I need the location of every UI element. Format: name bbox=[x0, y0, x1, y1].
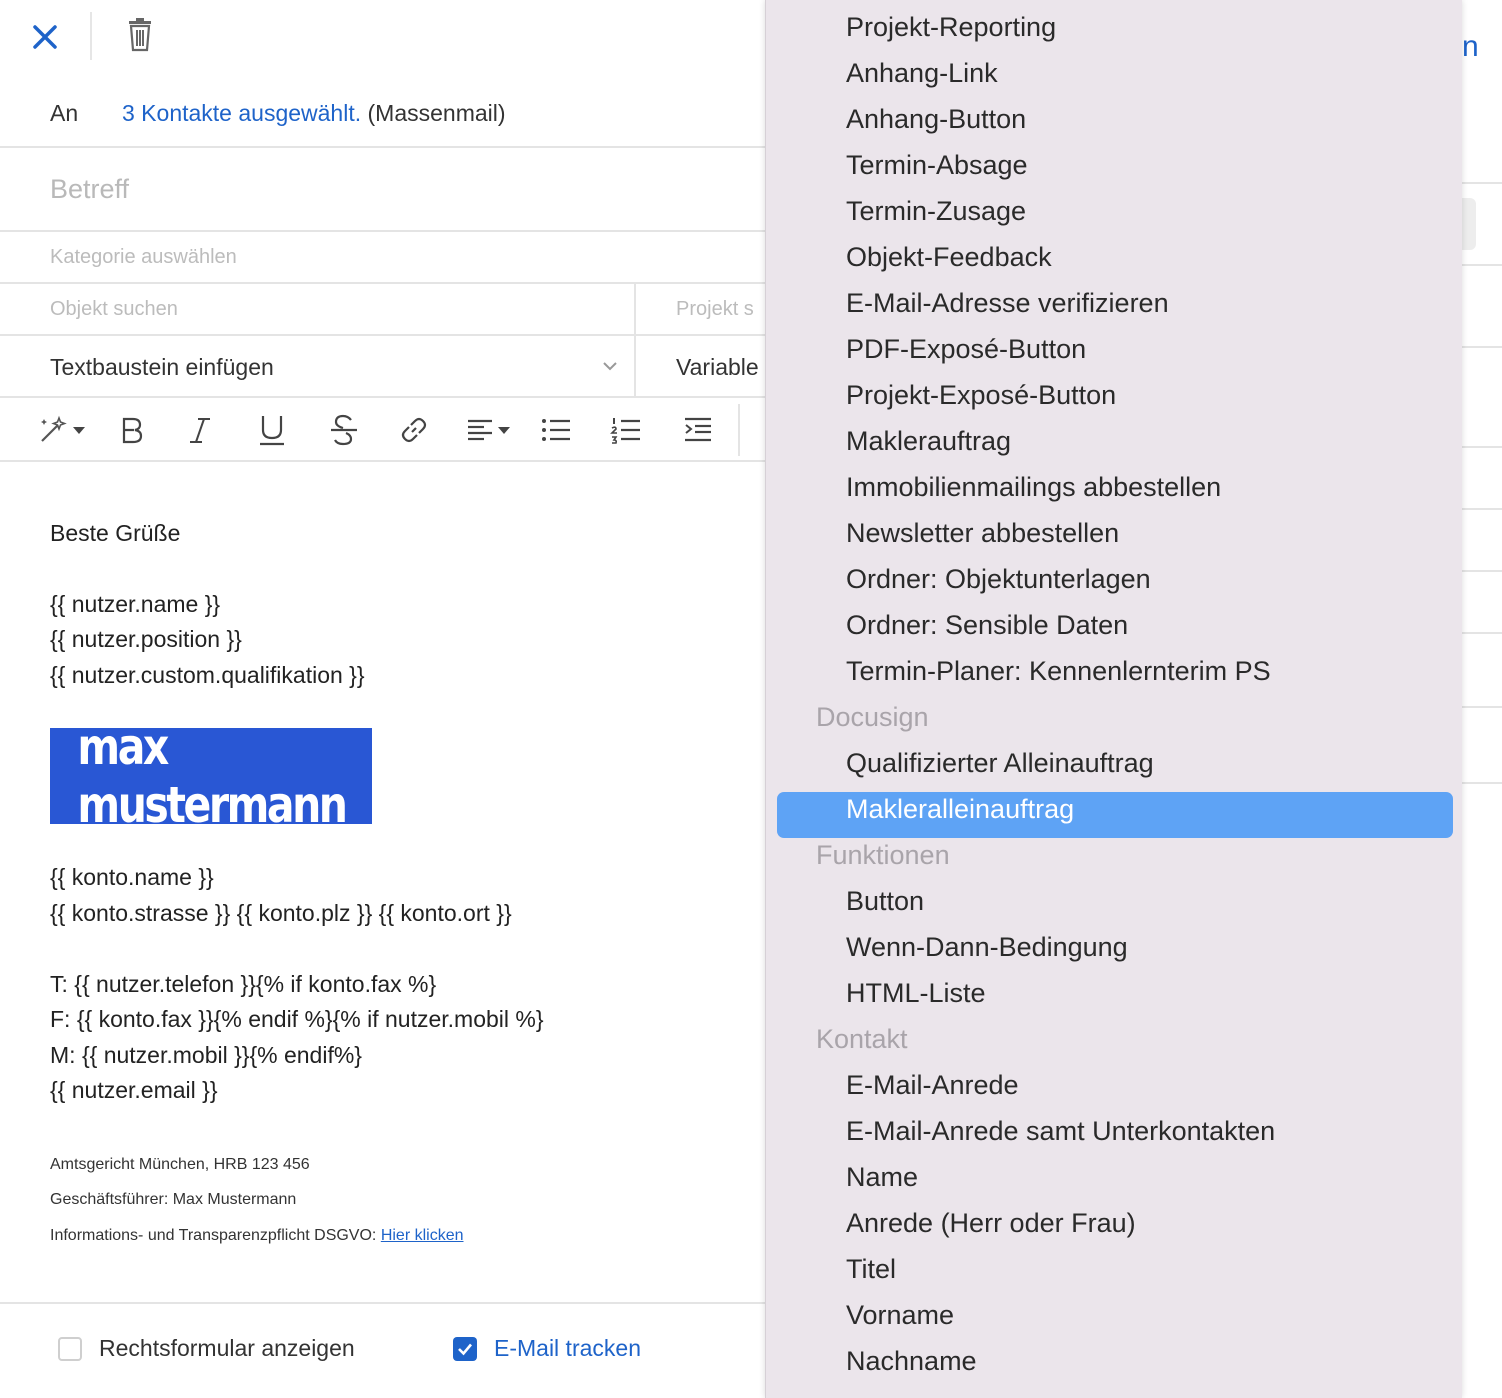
logo-text: max mustermann bbox=[76, 718, 346, 834]
menu-item-termin-absage[interactable]: Termin-Absage bbox=[846, 150, 1028, 180]
menu-item-newsletter-abbestellen[interactable]: Newsletter abbestellen bbox=[846, 518, 1120, 548]
background-text-fragment: n bbox=[1462, 30, 1479, 63]
subject-field[interactable] bbox=[0, 150, 765, 232]
close-button[interactable] bbox=[26, 18, 64, 56]
toolbar-divider bbox=[90, 12, 92, 60]
background-control bbox=[1462, 198, 1476, 250]
dsgvo-line bbox=[50, 1227, 464, 1245]
menu-item-anrede-herr-oder-frau[interactable]: Anrede (Herr oder Frau) bbox=[846, 1208, 1136, 1238]
background-panel bbox=[1462, 0, 1502, 1398]
bold-icon bbox=[120, 415, 144, 445]
menu-item-button[interactable]: Button bbox=[846, 886, 925, 916]
indent-button[interactable] bbox=[680, 410, 716, 450]
track-email-checkbox[interactable] bbox=[453, 1337, 477, 1361]
object-search-input[interactable]: Objekt suchen bbox=[50, 298, 178, 320]
underline-icon bbox=[258, 414, 286, 446]
menu-item-html-liste[interactable]: HTML-Liste bbox=[846, 978, 986, 1008]
company-logo bbox=[50, 718, 372, 834]
numbered-list-button[interactable] bbox=[608, 410, 644, 450]
snippet-select[interactable]: Textbaustein einfügen bbox=[50, 354, 274, 380]
legal-form-checkbox[interactable] bbox=[58, 1337, 82, 1361]
menu-item-nachname[interactable]: Nachname bbox=[846, 1346, 977, 1376]
track-email-label[interactable]: E-Mail tracken bbox=[494, 1335, 641, 1361]
legal-line: Amtsgericht München, HRB 123 456 bbox=[50, 1156, 310, 1173]
bold-button[interactable] bbox=[114, 410, 150, 450]
indent-icon bbox=[683, 415, 713, 445]
underline-button[interactable] bbox=[254, 410, 290, 450]
menu-section-docusign: Docusign bbox=[816, 702, 929, 732]
body-line: T: {{ nutzer.telefon }}{% if konto.fax %} bbox=[50, 971, 437, 997]
dsgvo-text: Informations- und Transparenzpflicht DSGVO: bbox=[50, 1227, 381, 1244]
project-search-input[interactable]: Projekt s bbox=[676, 298, 754, 320]
strikethrough-button[interactable] bbox=[326, 410, 362, 450]
menu-item-ordner-sensible-daten[interactable]: Ordner: Sensible Daten bbox=[846, 610, 1129, 640]
menu-section-funktionen: Funktionen bbox=[816, 840, 950, 870]
dsgvo-link[interactable]: Hier klicken bbox=[380, 1227, 464, 1244]
divider bbox=[1462, 346, 1502, 348]
object-project-row bbox=[0, 284, 765, 336]
align-button[interactable] bbox=[464, 410, 514, 450]
chevron-down-icon[interactable] bbox=[600, 358, 620, 374]
divider bbox=[1462, 570, 1502, 572]
menu-item-anhang-link[interactable]: Anhang-Link bbox=[846, 58, 998, 88]
divider bbox=[1462, 782, 1502, 784]
close-icon bbox=[26, 18, 64, 56]
field-divider bbox=[634, 336, 636, 398]
toolbar-divider bbox=[738, 404, 740, 456]
category-select[interactable] bbox=[0, 232, 765, 284]
legal-form-label[interactable]: Rechtsformular anzeigen bbox=[99, 1335, 355, 1361]
body-line: {{ nutzer.name }} bbox=[50, 591, 221, 617]
menu-item-anhang-button[interactable]: Anhang-Button bbox=[846, 104, 1027, 134]
selected-contacts-link[interactable]: 3 Kontakte ausgewählt. bbox=[122, 100, 362, 126]
checkmark-icon bbox=[456, 1340, 474, 1358]
body-line: M: {{ nutzer.mobil }}{% endif%} bbox=[50, 1042, 362, 1068]
legal-line: Geschäftsführer: Max Mustermann bbox=[50, 1191, 297, 1208]
bullet-list-button[interactable] bbox=[538, 410, 574, 450]
body-line: {{ nutzer.email }} bbox=[50, 1077, 218, 1103]
greeting-text: Beste Grüße bbox=[50, 520, 181, 546]
field-divider bbox=[634, 284, 636, 336]
menu-item-titel[interactable]: Titel bbox=[846, 1254, 897, 1284]
menu-item-wenn-dann-bedingung[interactable]: Wenn-Dann-Bedingung bbox=[846, 932, 1128, 962]
strikethrough-icon bbox=[329, 414, 359, 446]
recipients-row bbox=[0, 84, 765, 148]
delete-button[interactable] bbox=[124, 18, 156, 54]
to-label: An bbox=[50, 100, 79, 126]
menu-item-vorname[interactable]: Vorname bbox=[846, 1300, 955, 1330]
body-line: {{ konto.name }} bbox=[50, 864, 214, 890]
link-icon bbox=[398, 414, 430, 446]
menu-item-projekt-reporting[interactable]: Projekt-Reporting bbox=[846, 12, 1057, 42]
divider bbox=[1462, 264, 1502, 266]
menu-item-qualifizierter-alleinauftrag[interactable]: Qualifizierter Alleinauftrag bbox=[846, 748, 1154, 778]
menu-item-maklerauftrag[interactable]: Maklerauftrag bbox=[846, 426, 1012, 456]
menu-item-e-mail-adresse-verifizieren[interactable]: E-Mail-Adresse verifizieren bbox=[846, 288, 1169, 318]
trash-icon bbox=[124, 18, 156, 54]
magic-format-button[interactable] bbox=[36, 410, 88, 450]
variable-select[interactable]: Variable bbox=[676, 354, 759, 380]
divider bbox=[1462, 182, 1502, 184]
bullet-list-icon bbox=[540, 415, 572, 445]
magic-wand-icon bbox=[36, 415, 88, 445]
formatting-toolbar bbox=[0, 398, 765, 462]
menu-item-name[interactable]: Name bbox=[846, 1162, 919, 1192]
menu-item-e-mail-anrede[interactable]: E-Mail-Anrede bbox=[846, 1070, 1019, 1100]
composer-toolbar-top bbox=[0, 0, 765, 72]
body-line: F: {{ konto.fax }}{% endif %}{% if nutzer.mobil %} bbox=[50, 1006, 544, 1032]
menu-item-objekt-feedback[interactable]: Objekt-Feedback bbox=[846, 242, 1052, 272]
recipients-value bbox=[122, 100, 506, 127]
menu-item-ordner-objektunterlagen[interactable]: Ordner: Objektunterlagen bbox=[846, 564, 1151, 594]
body-line: {{ nutzer.custom.qualifikation }} bbox=[50, 662, 365, 688]
divider bbox=[1462, 508, 1502, 510]
menu-item-projekt-expos-button[interactable]: Projekt-Exposé-Button bbox=[846, 380, 1117, 410]
email-body-editor[interactable] bbox=[0, 464, 765, 1302]
menu-item-e-mail-anrede-samt-unterkontakten[interactable]: E-Mail-Anrede samt Unterkontakten bbox=[846, 1116, 1276, 1146]
italic-button[interactable] bbox=[182, 410, 218, 450]
category-placeholder: Kategorie auswählen bbox=[50, 246, 237, 268]
align-left-icon bbox=[464, 415, 514, 445]
divider bbox=[1462, 446, 1502, 448]
menu-item-termin-zusage[interactable]: Termin-Zusage bbox=[846, 196, 1027, 226]
link-button[interactable] bbox=[396, 410, 432, 450]
divider bbox=[1462, 632, 1502, 634]
body-line: {{ nutzer.position }} bbox=[50, 626, 242, 652]
italic-icon bbox=[188, 415, 212, 445]
menu-item-termin-planer-kennenlernterim-ps[interactable]: Termin-Planer: Kennenlernterim PS bbox=[846, 656, 1271, 686]
mass-mail-note: (Massenmail) bbox=[361, 100, 506, 126]
menu-item-makleralleinauftrag[interactable]: Makleralleinauftrag bbox=[846, 794, 1075, 824]
snippet-row bbox=[0, 336, 765, 398]
menu-item-immobilienmailings-abbestellen[interactable]: Immobilienmailings abbestellen bbox=[846, 472, 1222, 502]
body-line: {{ konto.strasse }} {{ konto.plz }} {{ konto.ort }} bbox=[50, 900, 512, 926]
menu-item-pdf-expos-button[interactable]: PDF-Exposé-Button bbox=[846, 334, 1087, 364]
menu-section-kontakt: Kontakt bbox=[816, 1024, 908, 1054]
subject-placeholder: Betreff bbox=[50, 174, 130, 204]
composer-footer bbox=[0, 1302, 765, 1398]
numbered-list-icon bbox=[610, 415, 642, 445]
variable-dropdown-menu bbox=[765, 0, 1462, 1398]
divider bbox=[1462, 706, 1502, 708]
